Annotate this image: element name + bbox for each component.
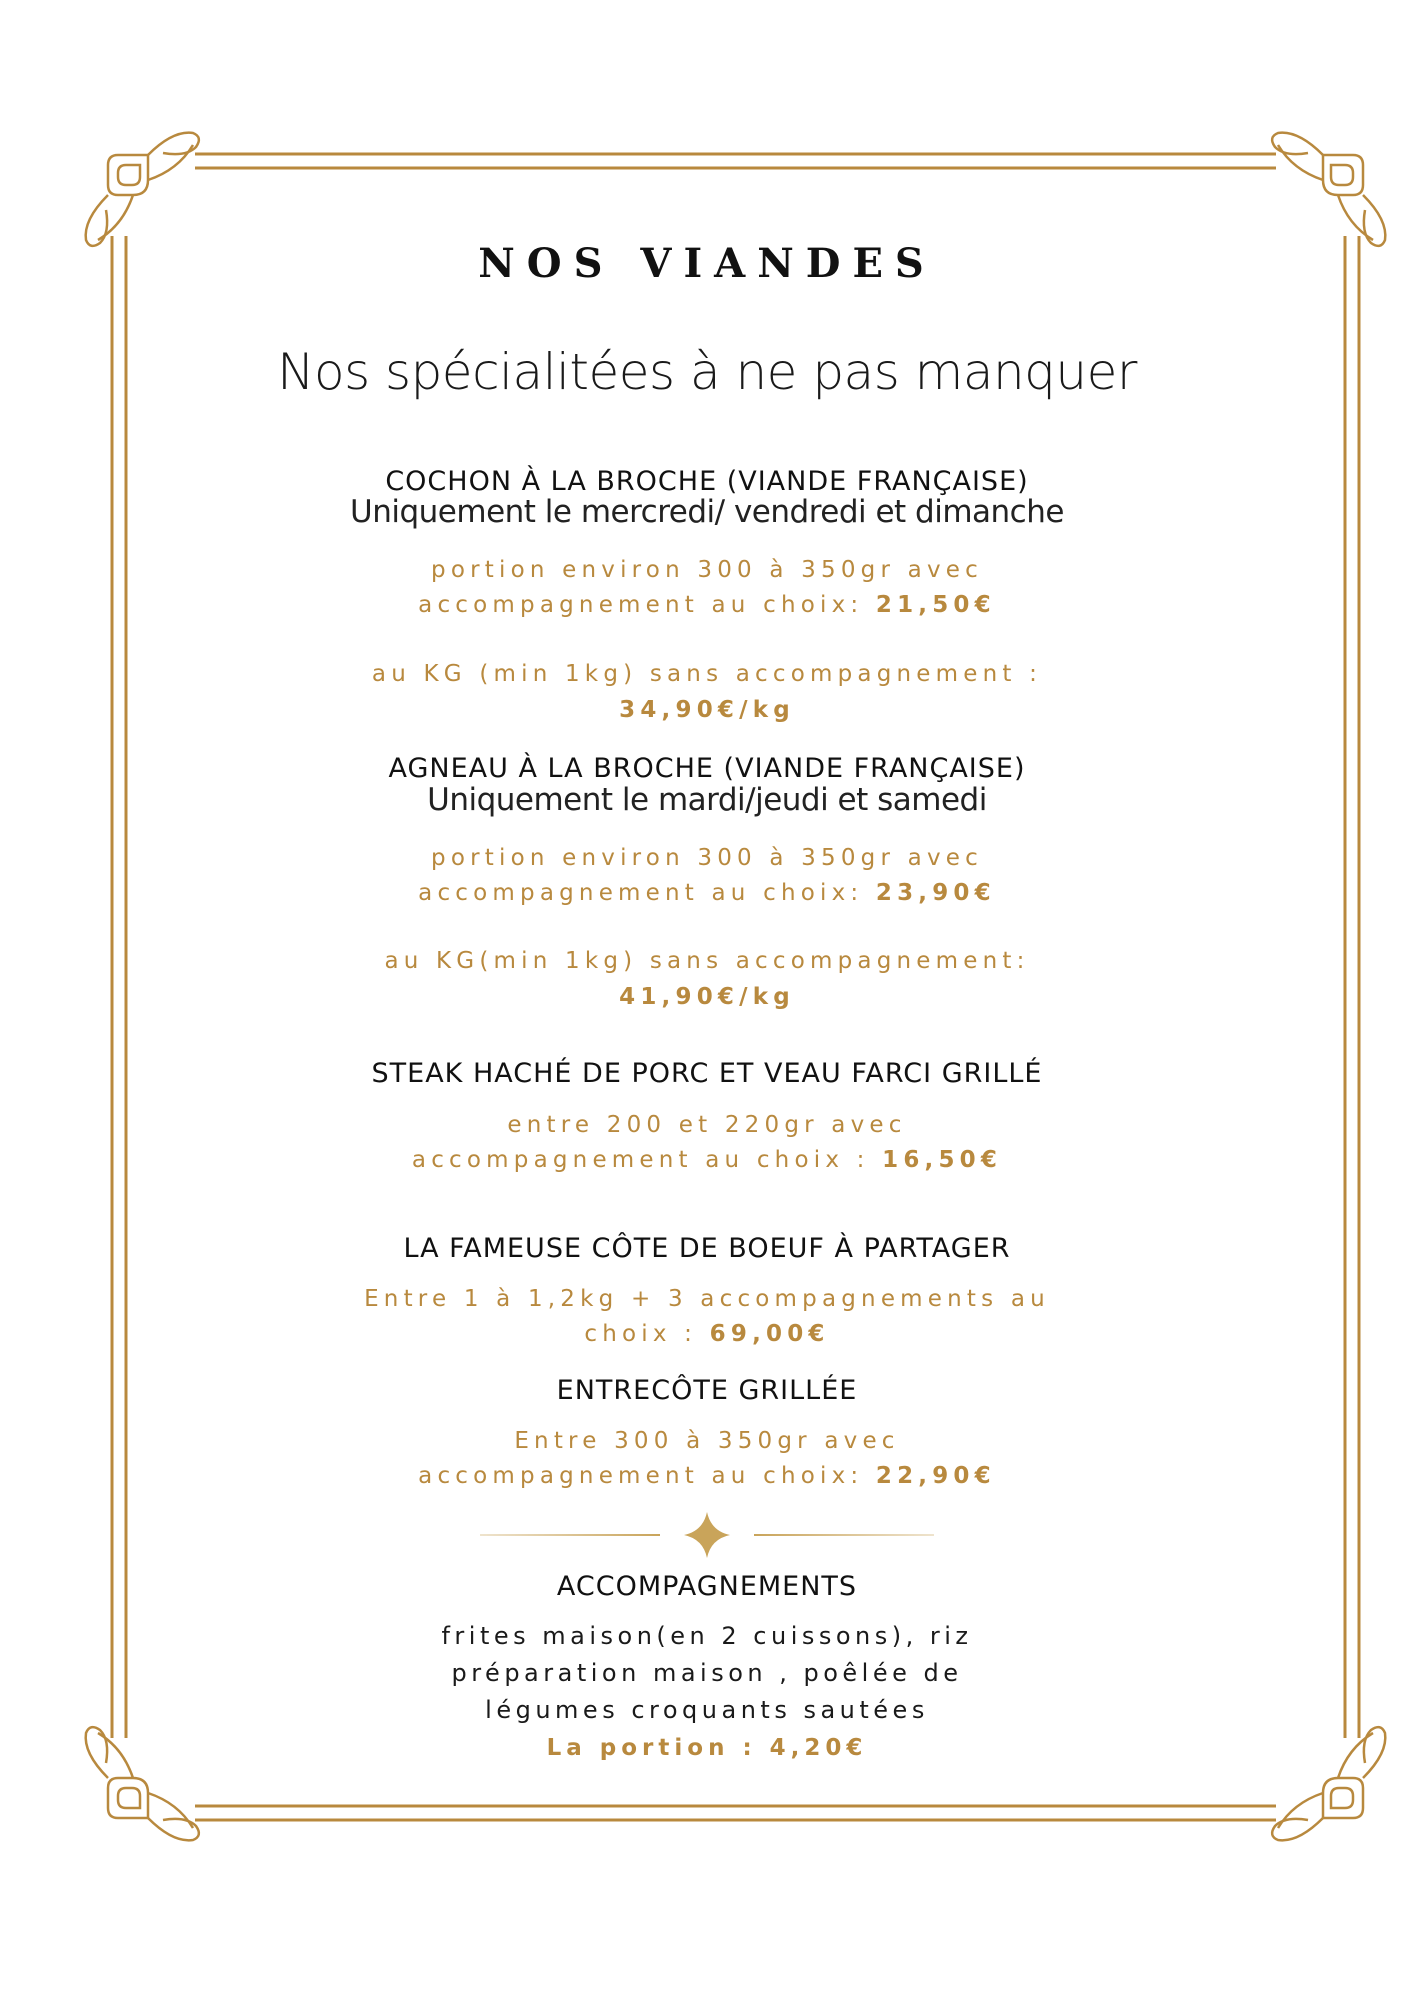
item-kg-line-agneau: au KG(min 1kg) sans accompagnement: — [384, 948, 1030, 974]
item-days-agneau: Uniquement le mardi/jeudi et samedi — [427, 782, 987, 818]
page-subtitle: Nos spécialitées à ne pas manquer — [277, 343, 1137, 401]
menu-content — [190, 0, 1224, 2000]
item-line1-cote-de-boeuf: Entre 1 à 1,2kg + 3 accompagnements au — [364, 1286, 1050, 1312]
item-name-cochon: COCHON À LA BROCHE (VIANDE FRANÇAISE) — [385, 466, 1029, 497]
item-portion-line2-cochon — [190, 587, 1224, 623]
item-days-cochon: Uniquement le mercredi/ vendredi et dimanche — [350, 494, 1064, 530]
star-divider-icon — [480, 1510, 934, 1560]
portion-text: accompagnement au choix: — [418, 880, 876, 906]
sides-line1: frites maison(en 2 cuissons), riz — [441, 1622, 973, 1650]
page-title: NOS VIANDES — [478, 240, 936, 287]
item-price: 16,50€ — [882, 1147, 1003, 1173]
item-name-steak: STEAK HACHÉ DE PORC ET VEAU FARCI GRILLÉ — [371, 1058, 1043, 1089]
kg-price: 41,90€/kg — [619, 984, 795, 1010]
corner-ornament-icon — [1263, 125, 1393, 255]
item-name-entrecote: ENTRECÔTE GRILLÉE — [556, 1375, 858, 1406]
corner-ornament-icon — [1263, 1718, 1393, 1848]
portion-text: accompagnement au choix: — [418, 592, 876, 618]
item-line1-steak: entre 200 et 220gr avec — [507, 1112, 907, 1138]
item-line2-cote-de-boeuf — [190, 1316, 1224, 1352]
sides-line2: préparation maison , poêlée de — [451, 1659, 963, 1687]
item-portion-line1-cochon: portion environ 300 à 350gr avec — [431, 557, 983, 583]
corner-ornament-icon — [78, 1718, 208, 1848]
item-text: accompagnement au choix: — [418, 1463, 876, 1489]
item-kg-price-agneau — [190, 979, 1224, 1015]
portion-price: 23,90€ — [875, 880, 996, 906]
item-price: 22,90€ — [875, 1463, 996, 1489]
item-text: accompagnement au choix : — [411, 1147, 883, 1173]
sides-price-label: La portion : 4,20€ — [546, 1735, 868, 1761]
item-kg-line-cochon: au KG (min 1kg) sans accompagnement : — [371, 661, 1043, 687]
item-name-agneau: AGNEAU À LA BROCHE (VIANDE FRANÇAISE) — [388, 753, 1026, 784]
item-text: choix : — [584, 1321, 710, 1347]
item-line1-entrecote: Entre 300 à 350gr avec — [514, 1428, 900, 1454]
corner-ornament-icon — [78, 125, 208, 255]
portion-price: 21,50€ — [875, 592, 996, 618]
item-line2-entrecote — [190, 1458, 1224, 1494]
item-portion-line2-agneau — [190, 875, 1224, 911]
item-kg-price-cochon — [190, 692, 1224, 728]
item-line2-steak — [190, 1142, 1224, 1178]
sides-price — [190, 1730, 1224, 1766]
item-name-cote-de-boeuf: LA FAMEUSE CÔTE DE BOEUF À PARTAGER — [403, 1233, 1011, 1264]
sides-heading: ACCOMPAGNEMENTS — [556, 1571, 858, 1602]
kg-price: 34,90€/kg — [619, 697, 795, 723]
item-portion-line1-agneau: portion environ 300 à 350gr avec — [431, 845, 983, 871]
sides-line3: légumes croquants sautées — [485, 1696, 929, 1724]
item-price: 69,00€ — [709, 1321, 830, 1347]
